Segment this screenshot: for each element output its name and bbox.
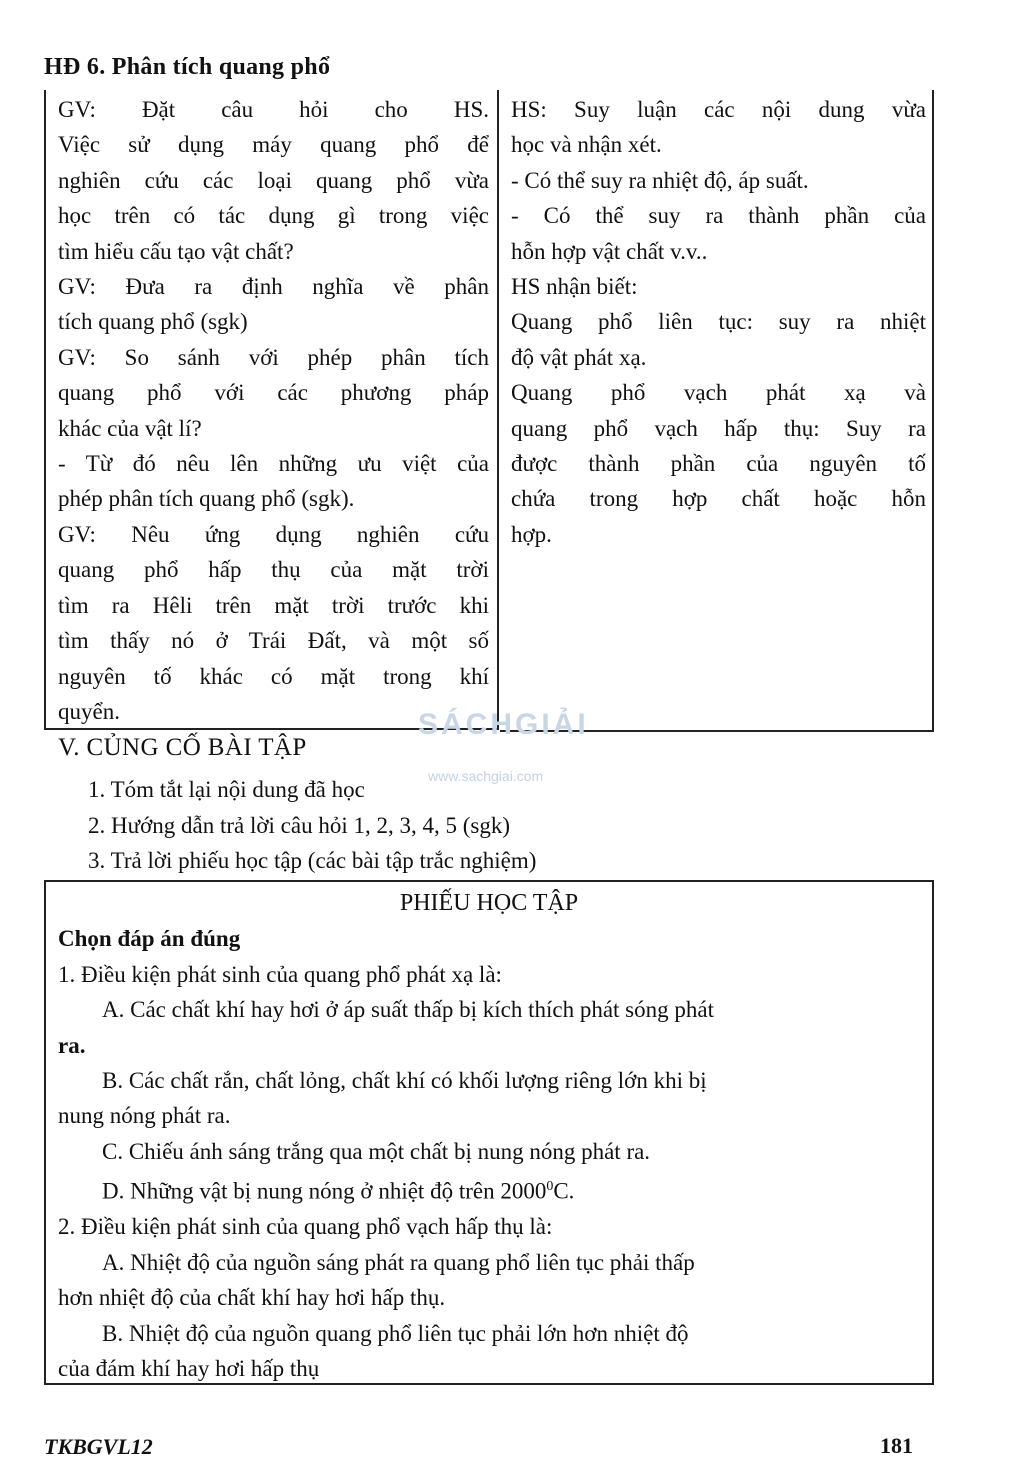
teacher-line: nguyên tố khác có mặt trong khí [58, 663, 489, 689]
question-1-option-d [58, 1169, 920, 1209]
page-number: 181 [880, 1433, 913, 1458]
question-1-option-b-cont: nung nóng phát ra. [58, 1103, 231, 1129]
teacher-line: tích quang phổ (sgk) [58, 309, 248, 335]
recap-item: 1. Tóm tắt lại nội dung đã học [88, 777, 365, 802]
question-2-option-a-cont: hơn nhiệt độ của chất khí hay hơi hấp thụ. [58, 1285, 446, 1311]
student-line: hỗn hợp vật chất v.v.. [511, 238, 708, 264]
teacher-line: tìm ra Hêli trên mặt trời trước khi [58, 592, 489, 618]
question-2-option-a: A. Nhiệt độ của nguồn sáng phát ra quang phổ liên tục phải thấp [102, 1249, 695, 1275]
watermark-logo: SÁCHGIẢI [418, 708, 589, 741]
degree-superscript: 0 [546, 1179, 554, 1195]
student-line: Quang phổ liên tục: suy ra nhiệt [511, 309, 926, 335]
student-line: Quang phổ vạch phát xạ và [511, 380, 926, 406]
student-line: được thành phần của nguyên tố [511, 451, 926, 477]
recap-item: 2. Hướng dẫn trả lời câu hỏi 1, 2, 3, 4, 5 (sgk) [88, 812, 510, 838]
teacher-line: GV: Nêu ứng dụng nghiên cứu [58, 521, 489, 547]
section-title: V. CỦNG CỐ BÀI TẬP [58, 734, 307, 761]
teacher-line: GV: Đưa ra định nghĩa về phân [58, 274, 489, 300]
student-line: chứa trong hợp chất hoặc hỗn [511, 486, 926, 512]
student-line: học và nhận xét. [511, 132, 662, 158]
teacher-column [44, 90, 499, 730]
teacher-line: khác của vật lí? [58, 415, 202, 441]
teacher-line: - Từ đó nêu lên những ưu việt của [58, 451, 489, 477]
worksheet-instruction: Chọn đáp án đúng [58, 926, 241, 952]
recap-item: 3. Trả lời phiếu học tập (các bài tập trắc nghiệm) [88, 848, 537, 873]
recap-list [88, 772, 536, 879]
teacher-line: GV: So sánh với phép phân tích [58, 344, 489, 370]
teacher-line: tìm thấy nó ở Trái Đất, và một số [58, 628, 489, 654]
worksheet-box [44, 880, 934, 1385]
question-2-stem: 2. Điều kiện phát sinh của quang phổ vạch hấp thụ là: [58, 1214, 553, 1240]
student-line: quang phổ vạch hấp thụ: Suy ra [511, 415, 926, 441]
teacher-line: Việc sử dụng máy quang phổ để [58, 132, 489, 158]
student-line: HS: Suy luận các nội dung vừa [511, 97, 926, 122]
teacher-line: học trên có tác dụng gì trong việc [58, 203, 489, 229]
worksheet-title: PHIẾU HỌC TẬP [399, 890, 579, 916]
question-1-option-a-cont: ra. [58, 1032, 86, 1058]
teacher-line: quang phổ với các phương pháp [58, 380, 489, 406]
teacher-line: quang phổ hấp thụ của mặt trời [58, 557, 489, 583]
question-1-option-a: A. Các chất khí hay hơi ở áp suất thấp bị kích thích phát sóng phát [102, 997, 714, 1023]
watermark-url: www.sachgiai.com [428, 768, 544, 784]
question-1-option-c: C. Chiếu ánh sáng trắng qua một chất bị nung nóng phát ra. [102, 1138, 651, 1164]
teacher-line: tìm hiểu cấu tạo vật chất? [58, 238, 294, 264]
teacher-line: phép phân tích quang phổ (sgk). [58, 486, 355, 512]
question-2-option-b-cont: của đám khí hay hơi hấp thụ [58, 1355, 320, 1381]
student-line: - Có thể suy ra nhiệt độ, áp suất. [511, 167, 809, 193]
teacher-line: GV: Đặt câu hỏi cho HS. [58, 97, 489, 122]
student-line: độ vật phát xạ. [511, 344, 647, 370]
book-code: TKBGVL12 [44, 1434, 153, 1459]
student-line: hợp. [511, 521, 552, 547]
student-line: HS nhận biết: [511, 274, 638, 300]
question-1-option-b: B. Các chất rắn, chất lỏng, chất khí có khối lượng riêng lớn khi bị [102, 1068, 707, 1094]
student-line: - Có thể suy ra thành phần của [511, 203, 926, 229]
teacher-line: quyển. [58, 698, 120, 724]
activity-table [44, 90, 934, 730]
question-2-option-b: B. Nhiệt độ của nguồn quang phổ liên tục phải lớn hơn nhiệt độ [102, 1320, 689, 1346]
watermark [418, 708, 618, 784]
option-d-unit: C. [553, 1178, 575, 1204]
option-d-text: D. Những vật bị nung nóng ở nhiệt độ trên 2000 [102, 1178, 547, 1204]
teacher-line: nghiên cứu các loại quang phổ vừa [58, 167, 489, 193]
question-1-stem: 1. Điều kiện phát sinh của quang phổ phát xạ là: [58, 961, 502, 987]
activity-heading: HĐ 6. Phân tích quang phổ [44, 54, 331, 80]
student-column [499, 90, 934, 730]
